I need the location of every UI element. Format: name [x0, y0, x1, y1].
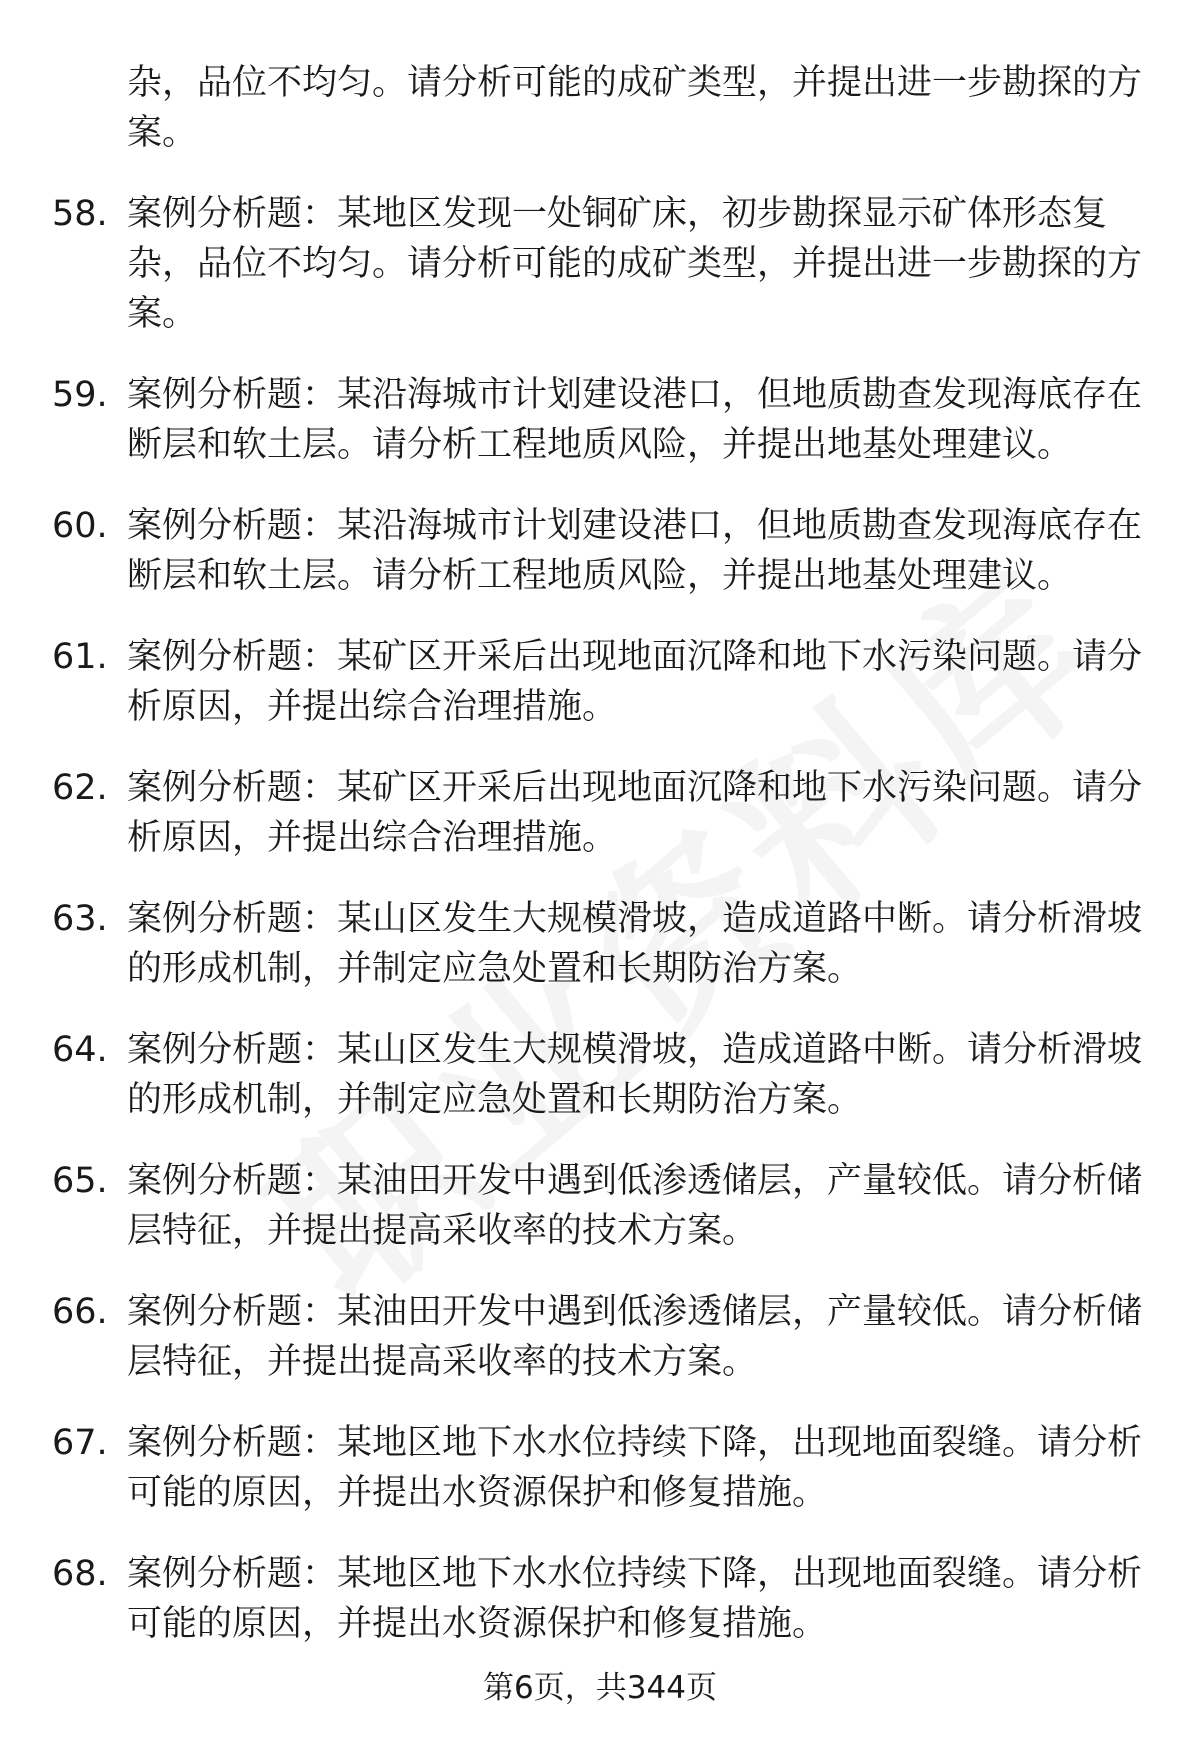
- question-text: 案例分析题：某油田开发中遇到低渗透储层，产量较低。请分析储层特征，并提出提高采收率的技术方案。: [127, 1161, 1143, 1251]
- question-item: [0, 1156, 1200, 1256]
- question-text: 案例分析题：某地区发现一处铜矿床，初步勘探显示矿体形态复杂，品位不均匀。请分析可能的成矿类型，并提出进一步勘探的方案。: [127, 194, 1143, 334]
- question-number: 58.: [52, 194, 108, 234]
- question-text: 案例分析题：某矿区开采后出现地面沉降和地下水污染问题。请分析原因，并提出综合治理措施。: [127, 768, 1143, 858]
- question-item: [0, 1287, 1200, 1387]
- question-number: 59.: [52, 375, 108, 415]
- question-number: 64.: [52, 1030, 108, 1070]
- question-text: 案例分析题：某地区地下水水位持续下降，出现地面裂缝。请分析可能的原因，并提出水资源保护和修复措施。: [127, 1423, 1143, 1513]
- question-number: 63.: [52, 899, 108, 939]
- continuation-paragraph: [0, 58, 1200, 158]
- question-number: 61.: [52, 637, 108, 677]
- question-item: [0, 632, 1200, 732]
- question-number: 60.: [52, 506, 108, 546]
- question-item: [0, 189, 1200, 339]
- question-text: 案例分析题：某矿区开采后出现地面沉降和地下水污染问题。请分析原因，并提出综合治理措施。: [127, 637, 1143, 727]
- question-item: [0, 501, 1200, 601]
- question-number: 62.: [52, 768, 108, 808]
- question-text: 案例分析题：某油田开发中遇到低渗透储层，产量较低。请分析储层特征，并提出提高采收率的技术方案。: [127, 1292, 1143, 1382]
- question-text: 案例分析题：某地区地下水水位持续下降，出现地面裂缝。请分析可能的原因，并提出水资源保护和修复措施。: [127, 1554, 1143, 1644]
- question-item: [0, 763, 1200, 863]
- question-number: 66.: [52, 1292, 108, 1332]
- continuation-text: 杂，品位不均匀。请分析可能的成矿类型，并提出进一步勘探的方案。: [127, 63, 1143, 153]
- question-text: 案例分析题：某山区发生大规模滑坡，造成道路中断。请分析滑坡的形成机制，并制定应急处置和长期防治方案。: [127, 899, 1143, 989]
- question-list: [0, 58, 1200, 1649]
- question-item: [0, 370, 1200, 470]
- question-text: 案例分析题：某沿海城市计划建设港口，但地质勘查发现海底存在断层和软土层。请分析工程地质风险，并提出地基处理建议。: [127, 506, 1143, 596]
- question-item: [0, 894, 1200, 994]
- question-number: 65.: [52, 1161, 108, 1201]
- question-item: [0, 1549, 1200, 1649]
- question-text: 案例分析题：某沿海城市计划建设港口，但地质勘查发现海底存在断层和软土层。请分析工程地质风险，并提出地基处理建议。: [127, 375, 1143, 465]
- question-number: 67.: [52, 1423, 108, 1463]
- question-item: [0, 1025, 1200, 1125]
- question-item: [0, 1418, 1200, 1518]
- question-number: 68.: [52, 1554, 108, 1594]
- question-text: 案例分析题：某山区发生大规模滑坡，造成道路中断。请分析滑坡的形成机制，并制定应急处置和长期防治方案。: [127, 1030, 1143, 1120]
- page-footer: 第6页，共344页: [483, 1670, 717, 1706]
